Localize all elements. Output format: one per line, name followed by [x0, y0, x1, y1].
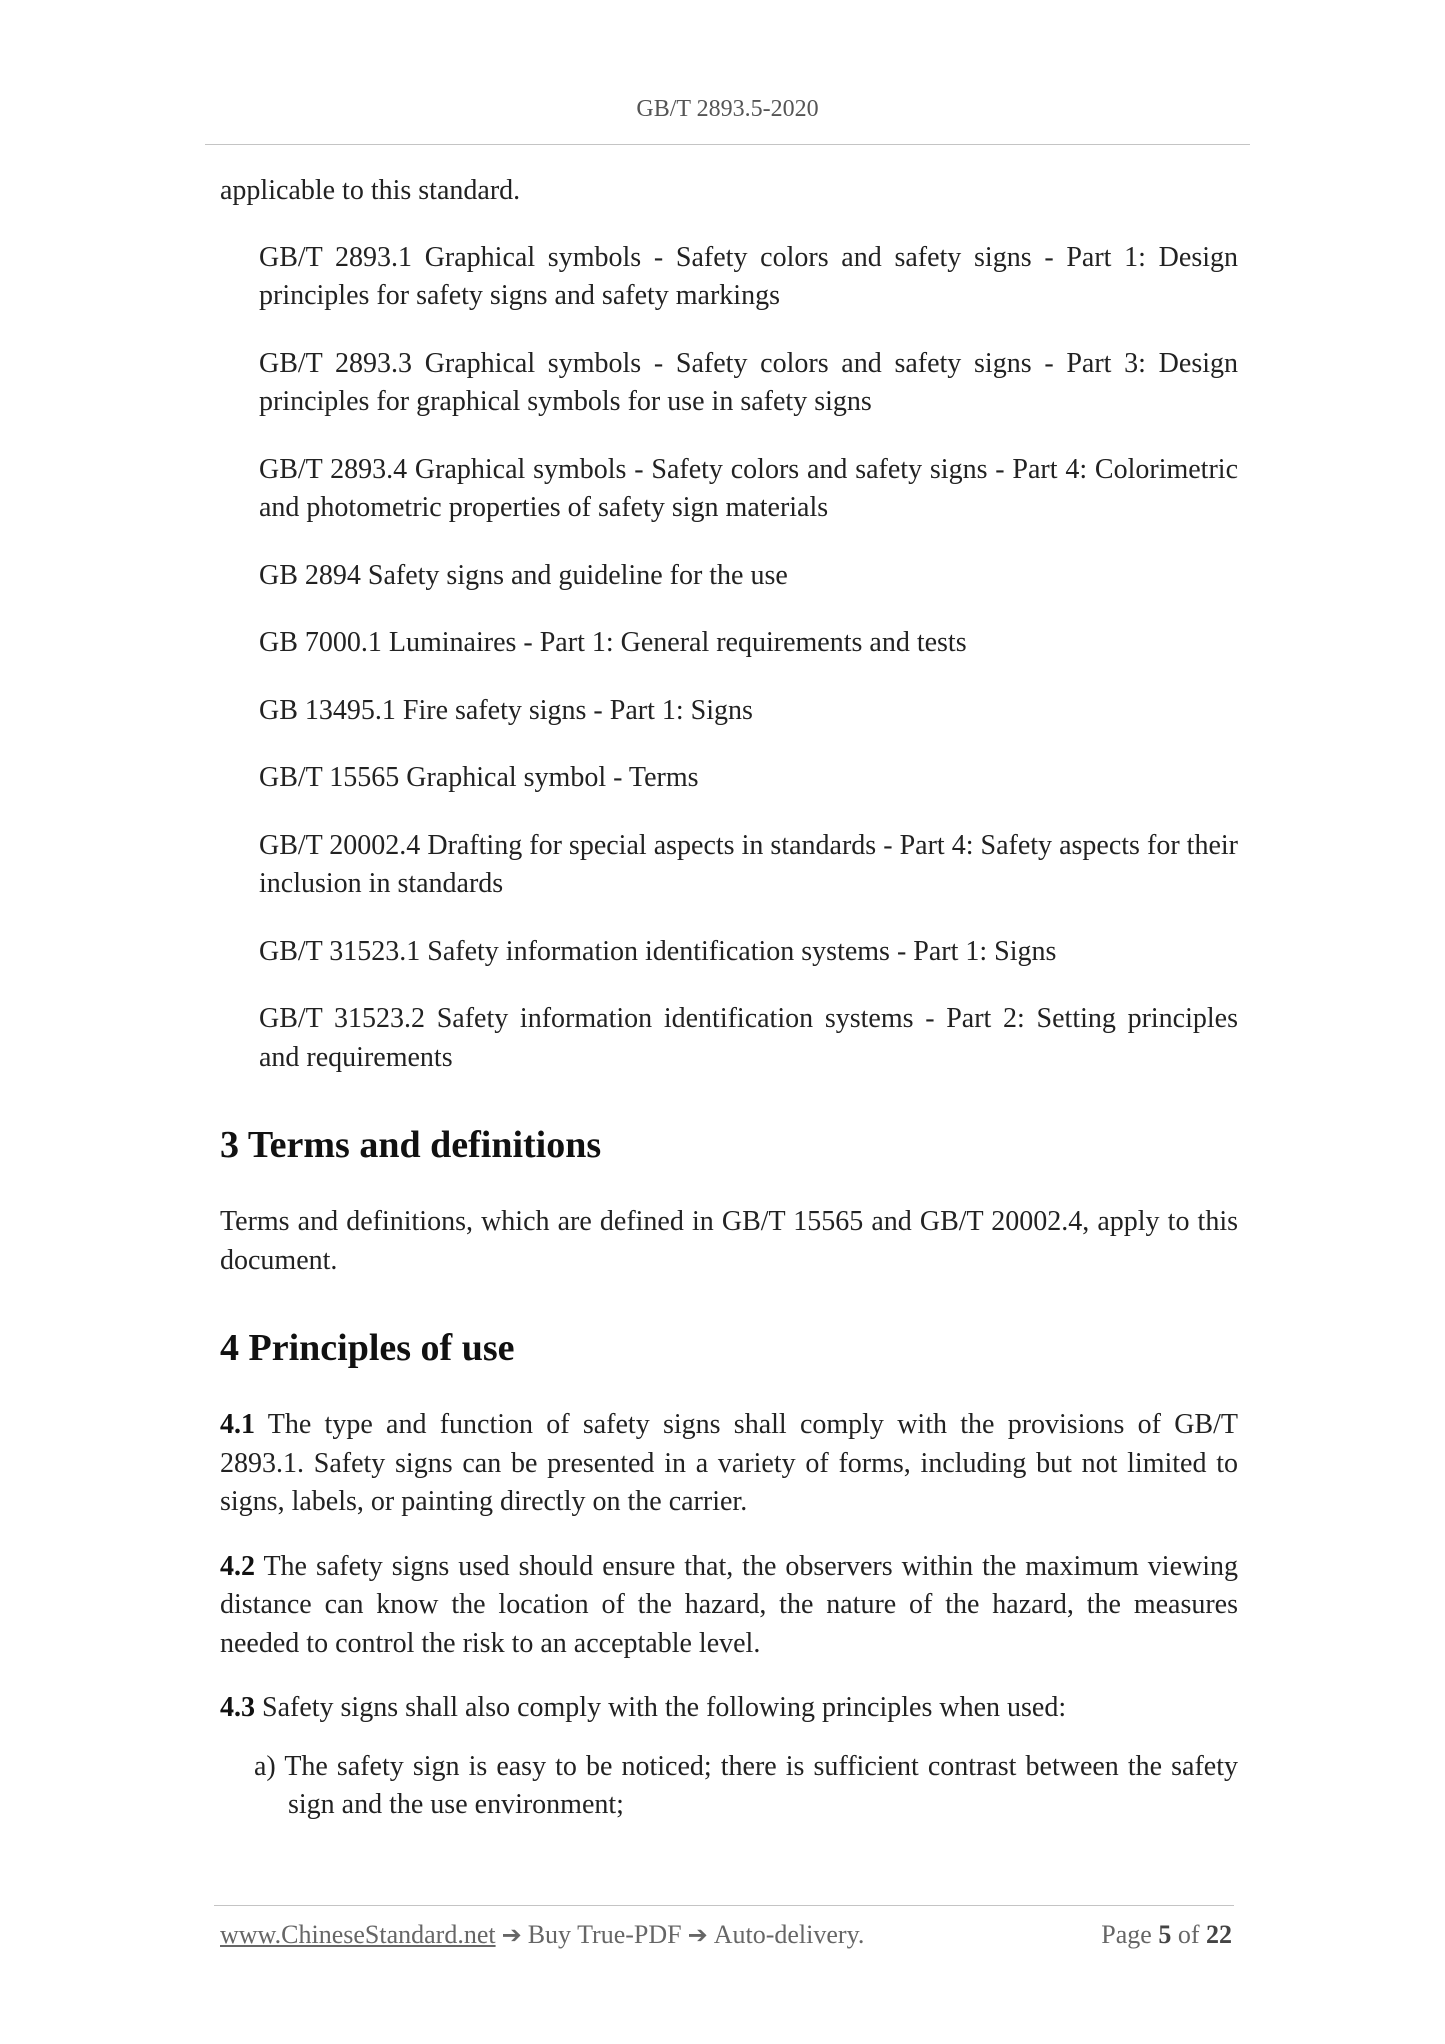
running-header: GB/T 2893.5-2020 — [636, 96, 819, 122]
footer-left — [220, 1920, 864, 1950]
arrow-right-icon: ➔ — [501, 1921, 522, 1949]
list-item-a: a) The safety sign is easy to be noticed; there is sufficient contrast between the safety sign and the use environment; — [254, 1750, 1238, 1820]
page-current: 5 — [1158, 1920, 1172, 1949]
clause-number: 4.1 — [220, 1409, 255, 1440]
reference-item: GB/T 2893.1 Graphical symbols - Safety colors and safety signs - Part 1: Design principles for safety signs and safety markings — [259, 241, 1238, 311]
page-total: 22 — [1206, 1920, 1232, 1949]
clause-text: Safety signs shall also comply with the following principles when used: — [262, 1692, 1067, 1723]
reference-item: GB/T 2893.4 Graphical symbols - Safety colors and safety signs - Part 4: Colorimetric and photometric properties of safety sign materials — [259, 453, 1238, 523]
website-link[interactable]: www.ChineseStandard.net — [220, 1920, 496, 1949]
section-4-heading: 4 Principles of use — [220, 1327, 515, 1369]
clause-4-2 — [220, 1548, 1238, 1664]
clause-4-3 — [220, 1689, 1238, 1728]
reference-item: GB 2894 Safety signs and guideline for the use — [259, 559, 788, 591]
reference-item: GB 7000.1 Luminaires - Part 1: General requirements and tests — [259, 627, 967, 658]
footer-divider — [214, 1905, 1234, 1906]
clause-4-1 — [220, 1406, 1238, 1522]
of-word: of — [1177, 1920, 1200, 1949]
clause-text: The type and function of safety signs shall comply with the provisions of GB/T 2893.1. Safety signs can be presented in a variety of forms, including but not limited to signs, labels, or painting directly on the carrier. — [220, 1409, 1238, 1517]
reference-item: GB/T 2893.3 Graphical symbols - Safety colors and safety signs - Part 3: Design principles for graphical symbols for use in safety signs — [259, 347, 1238, 417]
clause-number: 4.2 — [220, 1550, 255, 1582]
section-3-heading: 3 Terms and definitions — [220, 1124, 602, 1166]
clause-number: 4.3 — [220, 1692, 255, 1723]
section-3-body: Terms and definitions, which are defined in GB/T 15565 and GB/T 20002.4, apply to this document. — [220, 1206, 1238, 1276]
header-divider — [205, 144, 1250, 145]
page-word: Page — [1101, 1920, 1152, 1949]
page-footer — [220, 1920, 1232, 1950]
auto-delivery-text: Auto-delivery. — [713, 1920, 865, 1949]
reference-item: GB/T 31523.1 Safety information identification systems - Part 1: Signs — [259, 935, 1057, 967]
reference-item: GB 13495.1 Fire safety signs - Part 1: Signs — [259, 694, 753, 726]
lead-text: applicable to this standard. — [220, 175, 521, 206]
reference-item: GB/T 31523.2 Safety information identification systems - Part 2: Setting principles and requirements — [259, 1003, 1238, 1073]
page-content — [220, 172, 1238, 1825]
buy-true-pdf-text: Buy True-PDF — [527, 1920, 682, 1949]
clause-text: The safety signs used should ensure that, the observers within the maximum viewing distance can know the location of the hazard, the nature of the hazard, the measures needed to control the risk to an acceptable level. — [220, 1550, 1238, 1659]
arrow-right-icon: ➔ — [687, 1921, 708, 1949]
page-indicator — [1101, 1920, 1232, 1950]
reference-item: GB/T 15565 Graphical symbol - Terms — [259, 762, 699, 793]
reference-item: GB/T 20002.4 Drafting for special aspects in standards - Part 4: Safety aspects for their inclusion in standards — [259, 829, 1238, 899]
